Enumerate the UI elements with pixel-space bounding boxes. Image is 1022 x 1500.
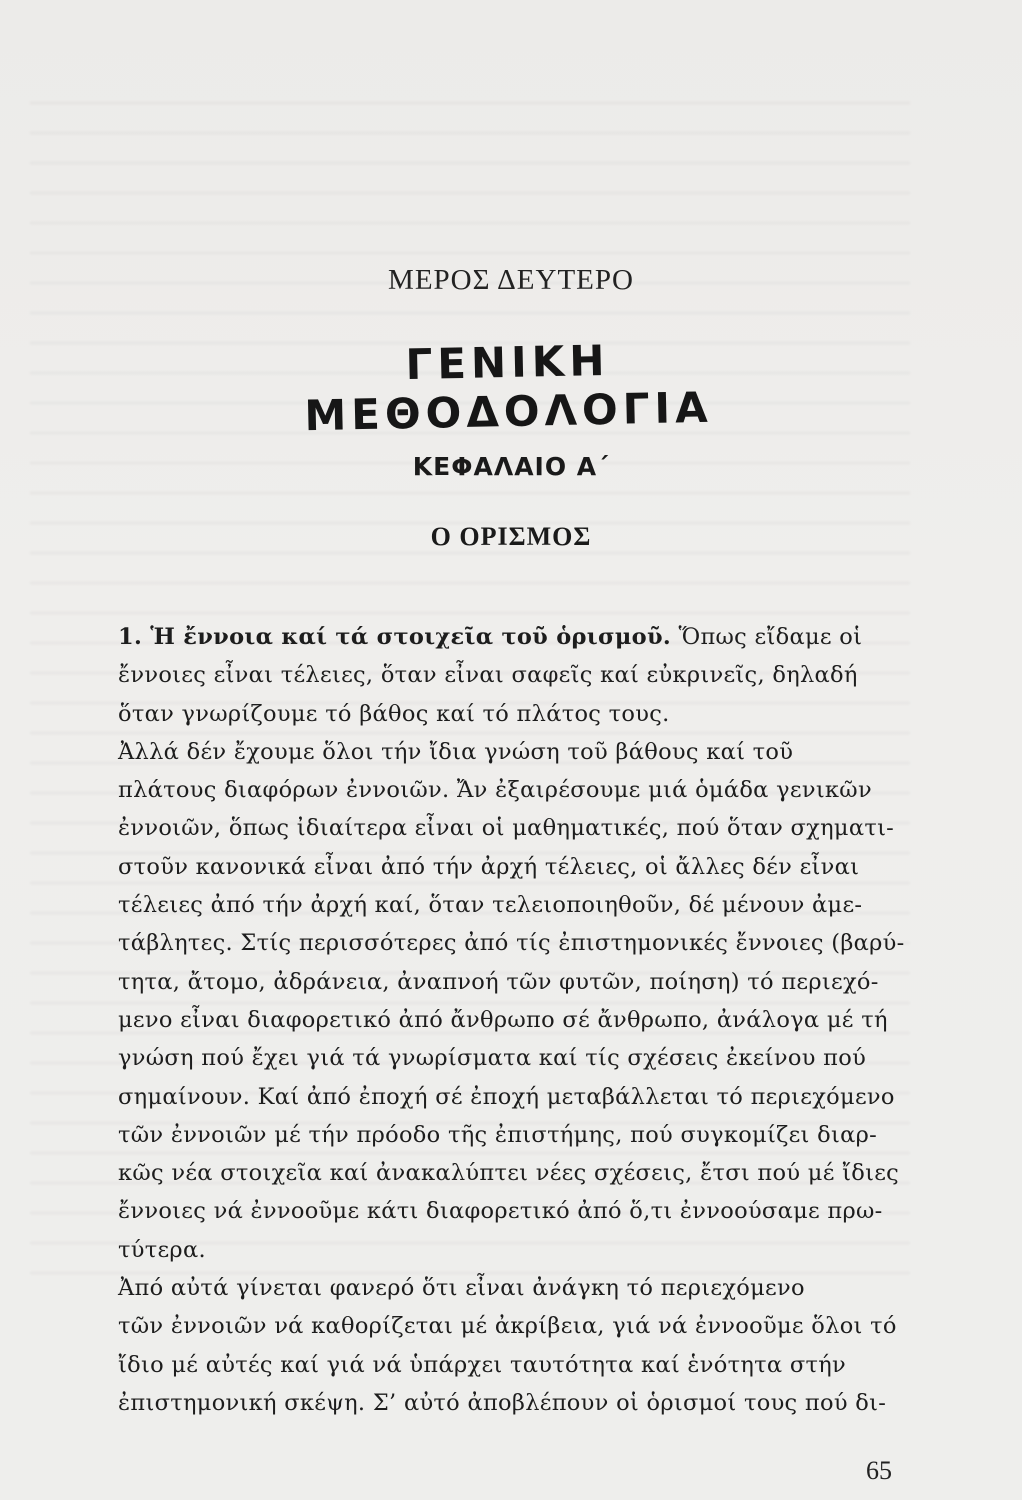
text-line: ἔννοιες νά ἐννοοῦμε κάτι διαφορετικό ἀπό ὅ,τι ἐννοούσαμε πρω-: [118, 1198, 883, 1225]
text-line: τητα, ἄτομο, ἀδράνεια, ἀναπνοή τῶν φυτῶν, ποίηση) τό περιεχό-: [118, 968, 879, 995]
paragraph-1-first-line-rest: Ὅπως εἴδαμε οἱ: [671, 624, 863, 650]
text-line: στοῦν κανονικά εἶναι ἀπό τήν ἀρχή τέλειες, οἱ ἄλλες δέν εἶναι: [118, 853, 860, 880]
chapter-heading: ΚΕΦΑΛΑΙΟ Α΄: [412, 452, 610, 481]
text-line: ἐπιστημονική σκέψη. Σ’ αὐτό ἀποβλέπουν οἱ ὁρισμοί τους πού δι-: [118, 1389, 887, 1416]
text-line: μενο εἶναι διαφορετικό ἀπό ἄνθρωπο σέ ἄνθρωπο, ἀνάλογα μέ τή: [118, 1006, 888, 1033]
body-text: [118, 618, 905, 1422]
main-title: ΓΕΝΙΚΗ ΜΕΘΟΔΟΛΟΓΙΑ: [303, 335, 714, 441]
text-line: γνώση πού ἔχει γιά τά γνωρίσματα καί τίς σχέσεις ἐκείνου πού: [118, 1045, 867, 1072]
part-title: ΜΕΡΟΣ ΔΕΥΤΕΡΟ: [388, 264, 634, 296]
paragraph-1-first-line: [118, 618, 896, 656]
text-line: τῶν ἐννοιῶν μέ τήν πρόοδο τῆς ἐπιστήμης, πού συγκομίζει διαρ-: [118, 1121, 878, 1148]
text-line: σημαίνουν. Καί ἀπό ἐποχή σέ ἐποχή μεταβάλλεται τό περιεχόμενο: [118, 1083, 895, 1110]
text-line: πλάτους διαφόρων ἐννοιῶν. Ἄν ἐξαιρέσουμε μιά ὁμάδα γενικῶν: [118, 777, 872, 804]
page-number: 65: [866, 1456, 892, 1485]
paragraph-heading: 1. Ἡ ἔννοια καί τά στοιχεῖα τοῦ ὁρισμοῦ.: [118, 624, 671, 650]
text-line: Ἀλλά δέν ἔχουμε ὅλοι τήν ἴδια γνώση τοῦ βάθους καί τοῦ: [118, 738, 794, 765]
text-line: ἐννοιῶν, ὅπως ἰδιαίτερα εἶναι οἱ μαθηματικές, πού ὅταν σχηματι-: [118, 815, 895, 842]
text-line: τύτερα.: [118, 1236, 206, 1263]
text-line: Ἀπό αὐτά γίνεται φανερό ὅτι εἶναι ἀνάγκη τό περιεχόμενο: [118, 1275, 805, 1302]
text-line: τέλειες ἀπό τήν ἀρχή καί, ὅταν τελειοποιηθοῦν, δέ μένουν ἀμε-: [118, 892, 863, 919]
text-line: τῶν ἐννοιῶν νά καθορίζεται μέ ἀκρίβεια, γιά νά ἐννοοῦμε ὅλοι τό: [118, 1313, 897, 1340]
text-line: ὅταν γνωρίζουμε τό βάθος καί τό πλάτος τους.: [118, 700, 670, 727]
text-line: τάβλητες. Στίς περισσότερες ἀπό τίς ἐπιστημονικές ἔννοιες (βαρύ-: [118, 930, 905, 957]
text-line: ἔννοιες εἶναι τέλειες, ὅταν εἶναι σαφεῖς καί εὐκρινεῖς, δηλαδή: [118, 662, 858, 689]
text-line: κῶς νέα στοιχεῖα καί ἀνακαλύπτει νέες σχέσεις, ἔτσι πού μέ ἴδιες: [118, 1160, 900, 1187]
section-title: Ο ΟΡΙΣΜΟΣ: [430, 522, 592, 551]
text-line: ἴδιο μέ αὐτές καί γιά νά ὑπάρχει ταυτότητα καί ἑνότητα στήν: [118, 1351, 847, 1378]
